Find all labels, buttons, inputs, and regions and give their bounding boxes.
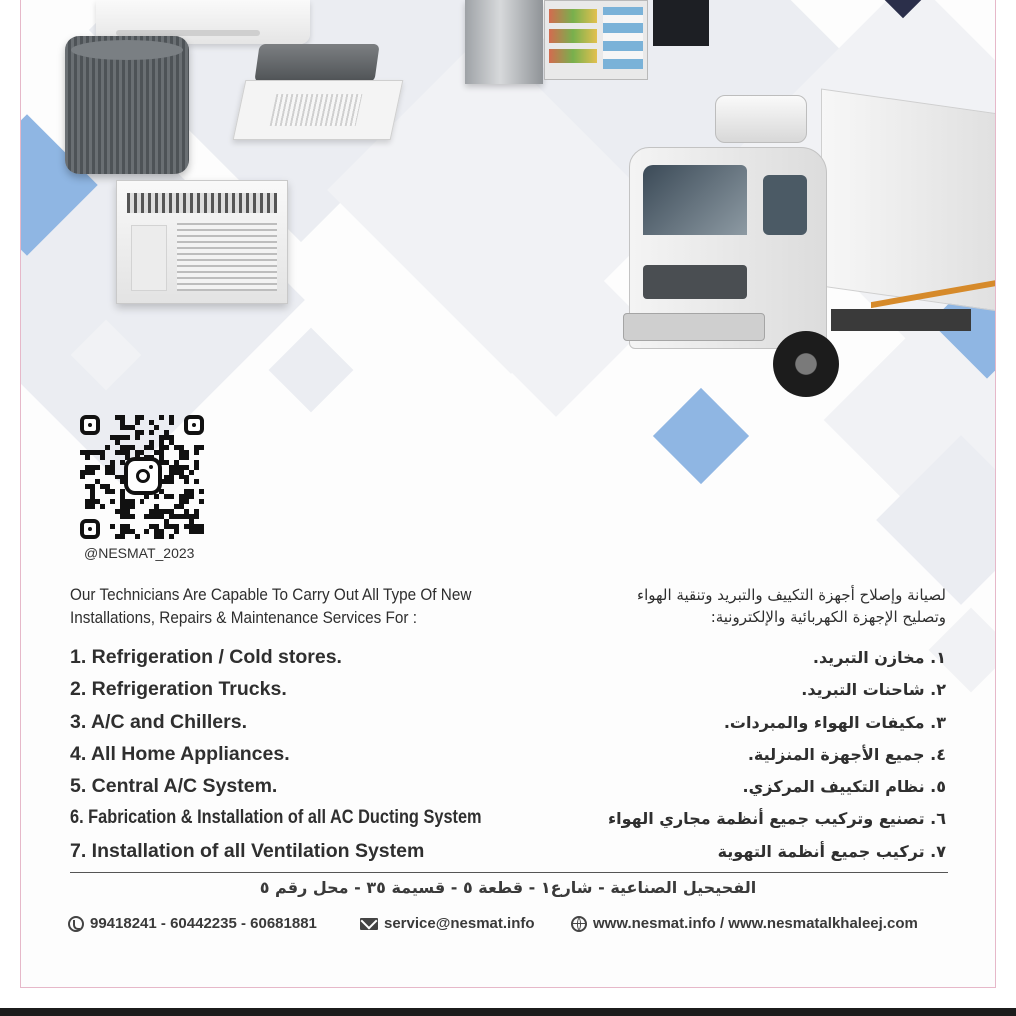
outdoor-condenser-image	[65, 36, 189, 174]
fridge-image	[465, 0, 543, 84]
qr-finder	[80, 415, 100, 435]
cassette-ac-image	[239, 44, 397, 144]
services-list-english	[70, 646, 549, 872]
service-item-ar: ٦. تصنيع وتركيب جميع أنظمة مجاري الهواء	[607, 809, 946, 829]
service-item: 4. All Home Appliances.	[70, 742, 290, 765]
service-item-ar: ٣. مكيفات الهواء والمبردات.	[723, 712, 946, 732]
qr-finder	[184, 415, 204, 435]
service-item-ar: ٥. نظام التكييف المركزي.	[742, 777, 946, 797]
mail-icon	[360, 918, 378, 930]
window-ac-image	[116, 180, 288, 304]
service-item-ar: ٧. تركيب جميع أنظمة التهوية	[717, 841, 946, 861]
intro-english	[70, 583, 493, 629]
service-item: 3. A/C and Chillers.	[70, 710, 247, 733]
service-item: 7. Installation of all Ventilation System	[70, 839, 425, 862]
contact-phones[interactable]	[68, 915, 317, 932]
address: الفحيحيل الصناعية - شارع١ - قطعة ٥ - قسيمة ٣٥ - محل رقم ٥	[259, 878, 757, 897]
service-item-ar: ١. مخازن التبريد.	[812, 648, 946, 667]
intro-ar-line: لصيانة وإصلاح أجهزة التكييف والتبريد وتنقية الهواء	[637, 586, 946, 604]
instagram-handle[interactable]: @NESMAT_2023	[84, 545, 195, 561]
black-appliance-image	[653, 0, 709, 46]
instagram-icon	[124, 457, 162, 495]
intro-ar-line: وتصليح الإجهزة الكهربائية والإلكترونية:	[710, 608, 946, 626]
open-fridge-image	[544, 0, 648, 80]
intro-arabic	[526, 584, 946, 628]
contact-email[interactable]	[360, 915, 535, 932]
service-item: 5. Central A/C System.	[70, 775, 278, 798]
divider	[70, 872, 948, 873]
refrigeration-truck-image	[621, 95, 996, 405]
email-link[interactable]: service@nesmat.info	[384, 915, 535, 932]
qr-finder	[80, 519, 100, 539]
website-links[interactable]: www.nesmat.info / www.nesmatalkhaleej.com	[593, 915, 918, 932]
service-item: 2. Refrigeration Trucks.	[70, 678, 287, 701]
phone-numbers[interactable]: 99418241 - 60442235 - 60681881	[90, 915, 317, 932]
service-item-ar: ٢. شاحنات التبريد.	[801, 680, 946, 700]
phone-icon	[68, 916, 84, 932]
globe-icon	[571, 916, 587, 932]
intro-en-line: Our Technicians Are Capable To Carry Out All Type Of New	[70, 585, 472, 604]
intro-en-line: Installations, Repairs & Maintenance Services For :	[70, 608, 417, 627]
bottom-bar	[0, 1008, 1016, 1016]
service-item: 6. Fabrication & Installation of all AC Ducting System	[70, 807, 482, 829]
services-list-arabic	[526, 648, 946, 874]
service-item: 1. Refrigeration / Cold stores.	[70, 646, 342, 668]
instagram-qr-code[interactable]	[80, 415, 204, 539]
contact-websites[interactable]	[571, 915, 918, 932]
service-item-ar: ٤. جميع الأجهزة المنزلية.	[747, 744, 946, 764]
